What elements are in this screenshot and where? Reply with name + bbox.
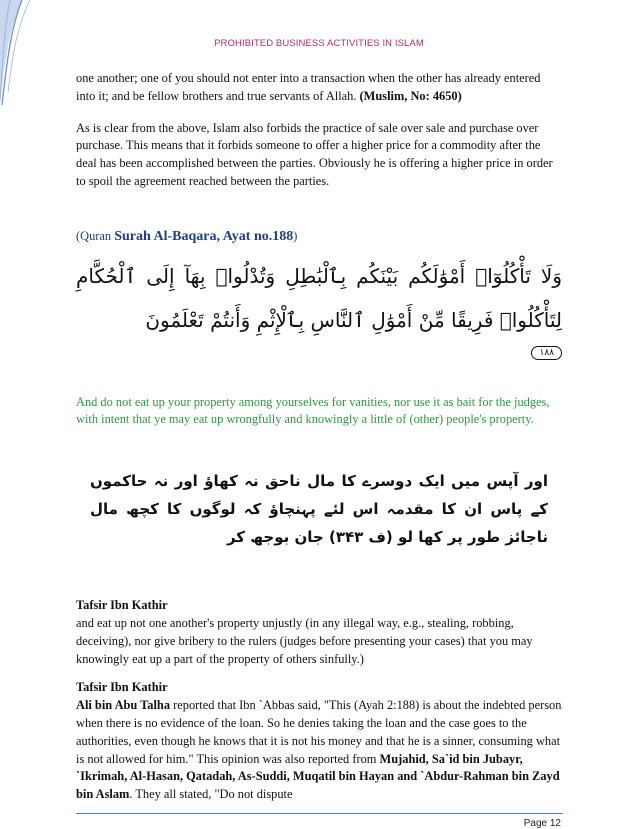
ayah-number-badge: ١٨٨ — [531, 346, 562, 360]
paragraph-text: one another; one of you should not enter into a transaction when the other has already entered into it; and be fellow brothers and true servants of Allah. — [76, 71, 541, 103]
page-corner-curl-decoration — [0, 0, 80, 105]
tafsir-heading-2 — [76, 679, 562, 697]
page-number: Page 12 — [523, 818, 561, 829]
surah-open: (Quran — [76, 228, 115, 243]
scholar-names: Mujahid, Sa`id bin Jubayr, `Ikrimah, Al-Hasan, Qatadah, As-Suddi, Muqatil bin Hayan and `Abdur-Rahman bin Zayd bin Aslam — [76, 751, 560, 802]
arabic-verse — [76, 254, 562, 342]
tafsir-body-end: . They all stated, "Do not dispute — [129, 787, 293, 802]
page-content — [76, 70, 562, 804]
arabic-verse-text: وَلَا تَأْكُلُوٓا۟ أَمْوَٰلَكُم بَيْنَكُم بِٱلْبَٰطِلِ وَتُدْلُوا۟ بِهَآ إِلَى ٱلْحُكَّامِ لِتَأْكُلُوا۟ فَرِيقًا مِّنْ أَمْوَٰلِ ٱلنَّاسِ بِٱلْإِثْمِ وَأَنتُمْ تَعْلَمُونَ — [76, 263, 562, 332]
paragraph-hadith-end — [76, 70, 562, 106]
tafsir-text-1: and eat up not one another's property unjustly (in any illegal way, e.g., stealing, robbing, deceiving), nor give bribery to the rulers (judges before presenting your cases) that you may knowingly eat up a part of the property of others sinfully.) — [76, 615, 533, 666]
ayah-number-row — [76, 342, 562, 360]
tafsir-heading-text: Tafsir Ibn Kathir — [76, 598, 168, 613]
tafsir-heading-text: Tafsir Ibn Kathir — [76, 680, 168, 695]
urdu-translation: اور آپس میں ایک دوسرے کا مال ناحق نہ کھاؤ اور نہ حاکموں کے پاس ان کا مقدمہ اس لئے پہنچاؤ کہ لوگوں کا کچھ مال ناجائز طور پر کھا لو (ف ۳۴۳) جان بوجھ کر — [90, 472, 548, 547]
footer-rule — [76, 813, 563, 814]
narrator-name: Ali bin Abu Talha — [76, 698, 171, 713]
hadith-reference: (Muslim, No: 4650) — [359, 88, 462, 103]
paragraph-explanation: As is clear from the above, Islam also forbids the practice of sale over sale and purchase over purchase. This means that it forbids someone to offer a higher price for a commodity after the deal has been accomplished between the parties. Obviously he is offering a higher price in order to spoil the agreement reached between the parties. — [76, 120, 553, 188]
surah-name: Surah Al-Baqara, Ayat no.188 — [114, 228, 294, 244]
tafsir-text-2 — [76, 697, 562, 804]
tafsir-heading-1 — [76, 597, 562, 615]
running-header: PROHIBITED BUSINESS ACTIVITIES IN ISLAM — [214, 38, 424, 49]
verse-translation: And do not eat up your property among yourselves for vanities, nor use it as bait for the judges, with intent that ye may eat up wrongfully and knowingly a little of (other) people's property. — [76, 394, 550, 427]
surah-reference — [76, 228, 562, 246]
surah-close: ) — [293, 228, 298, 243]
tafsir-body: reported that Ibn `Abbas said, "This (Ayah 2:188) is about the indebted person when there is no evidence of the loan. So he denies taking the loan and the case goes to the authorities, even though he knows that it is not his money and that he is a sinner, consuming what is not allowed for him." This opinion was also reported from — [76, 698, 562, 766]
